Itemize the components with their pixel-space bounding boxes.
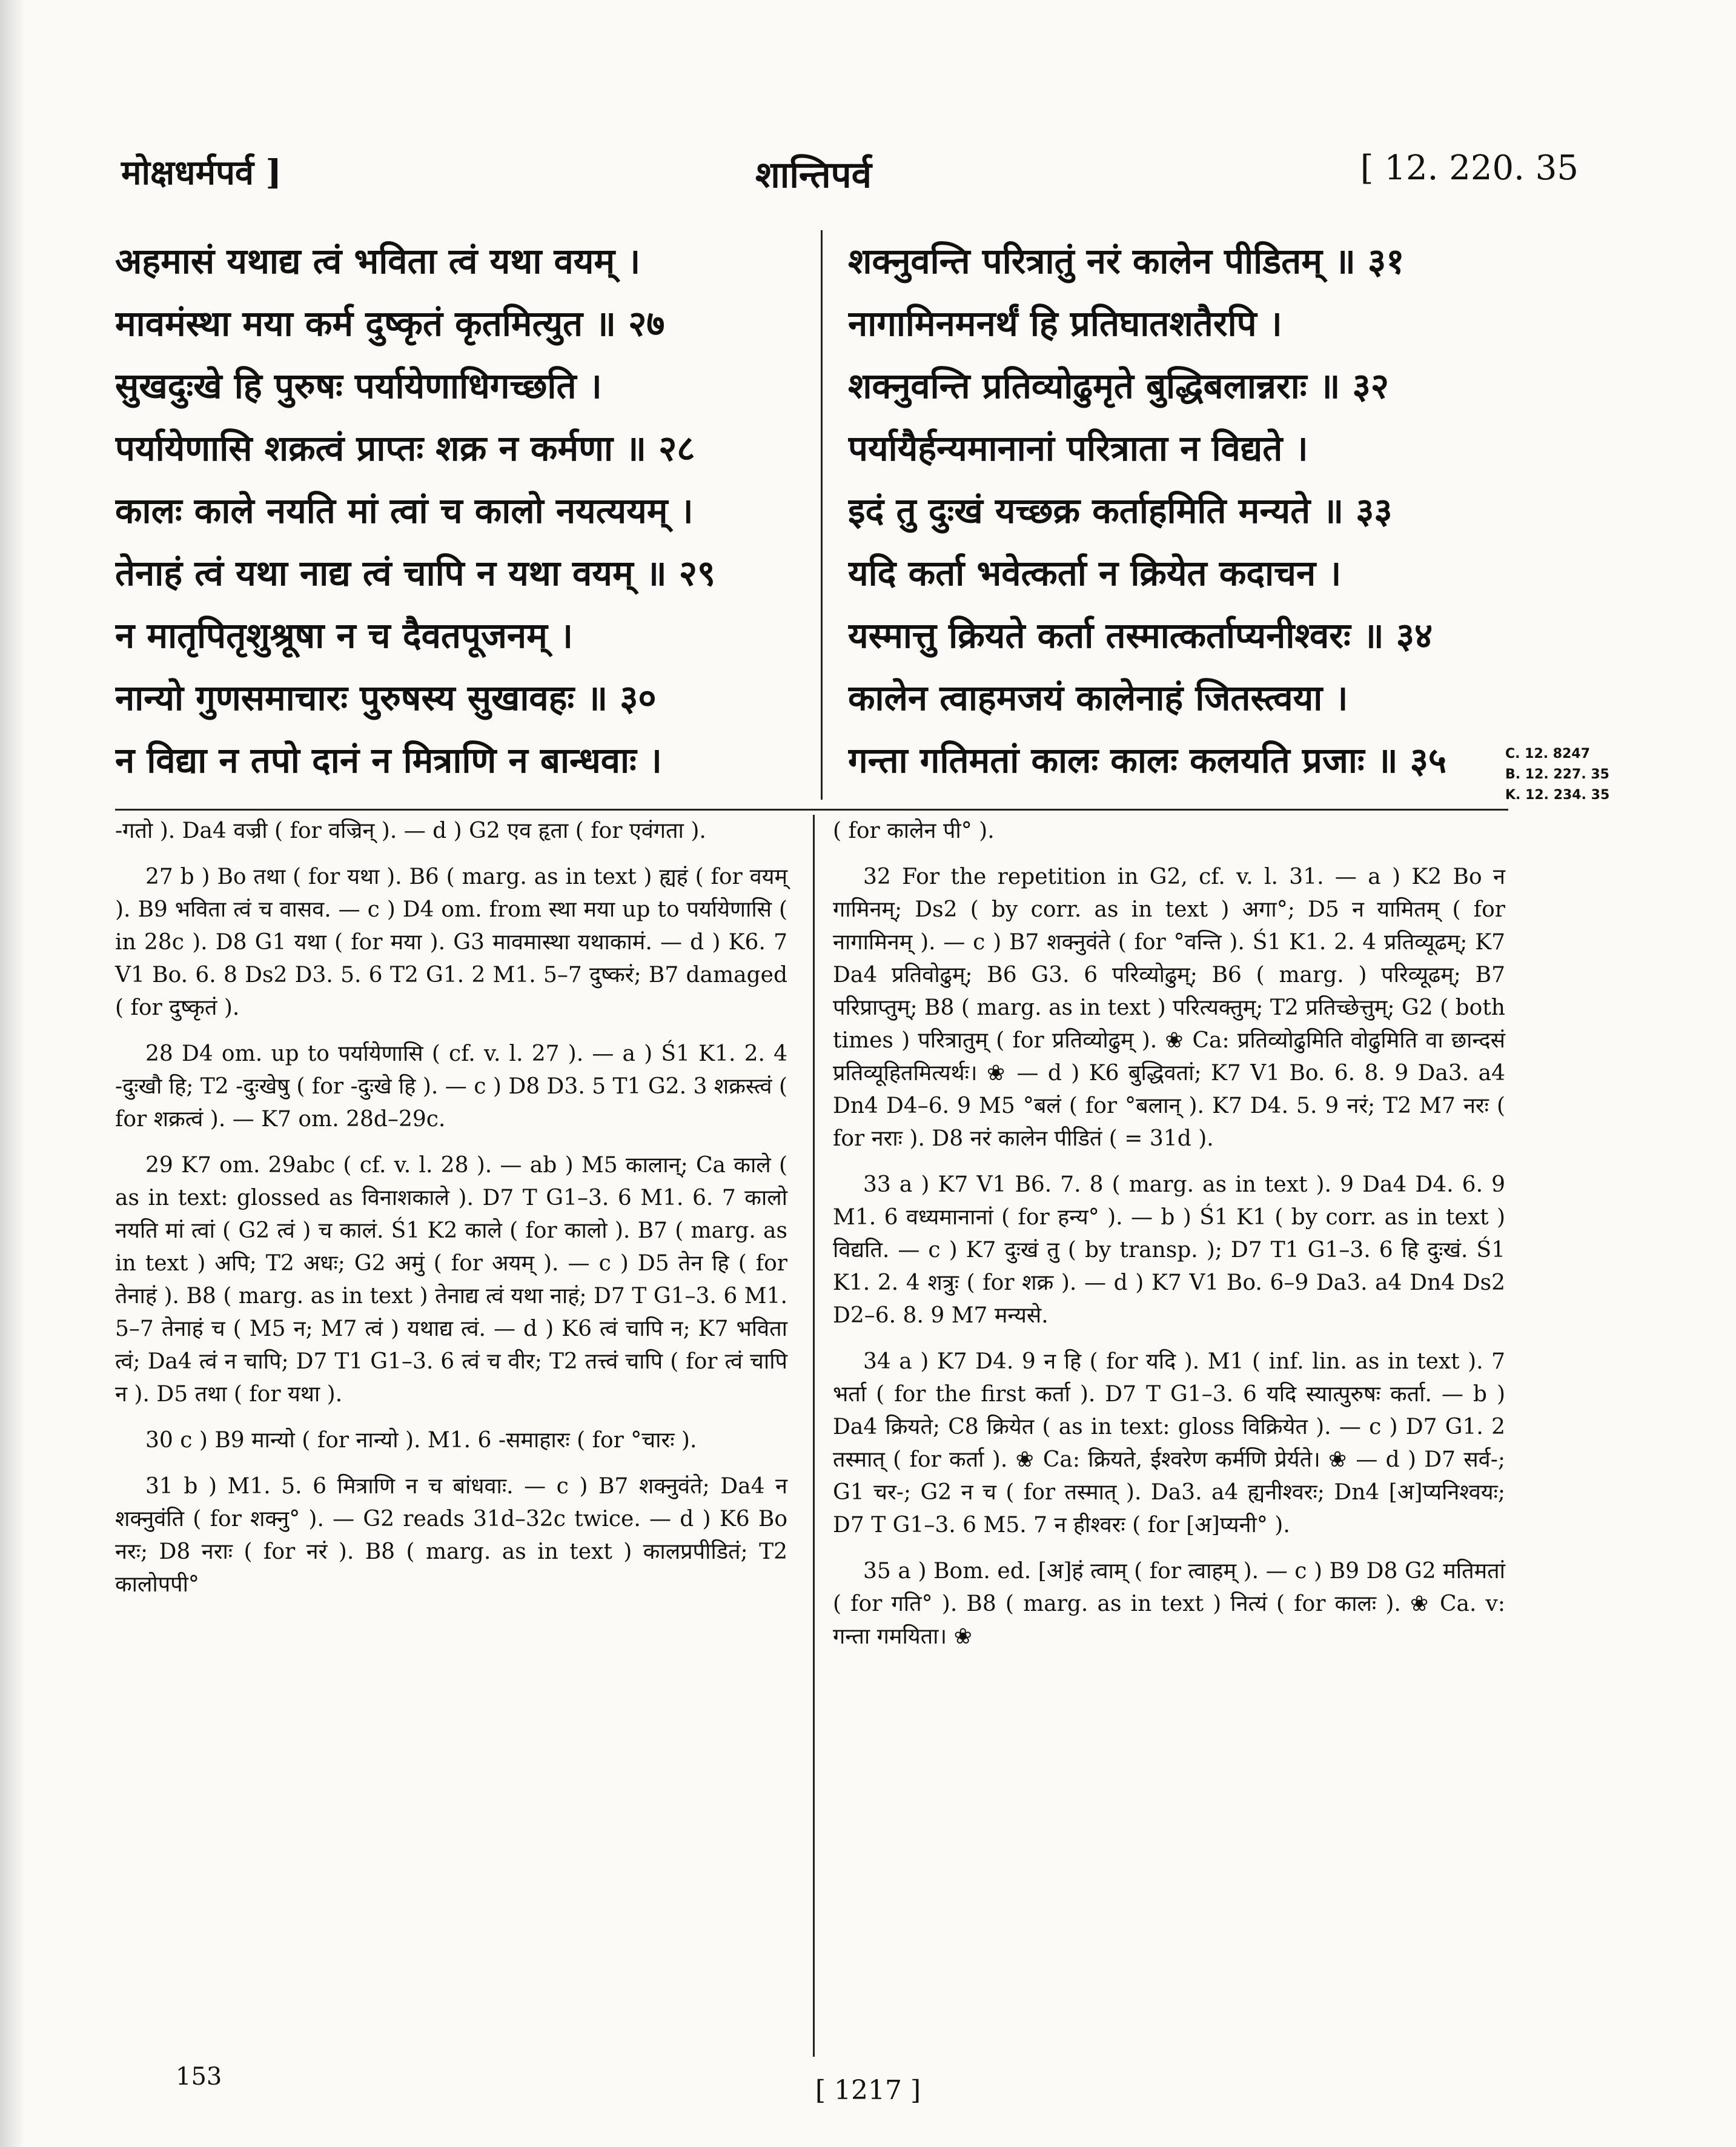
margin-ref-calcutta: C. 12. 8247 [1505,746,1591,762]
header-section-name: मोक्षधर्मपर्व ] [121,153,282,193]
verse-line: इदं तु दुःखं यच्छक्र कर्ताहमिति मन्यते ॥ ३३ [848,490,1393,531]
verse-block [115,230,1557,806]
verse-column-divider [821,230,823,800]
page-header [121,148,1579,203]
header-verse-ref: [ 12. 220. 35 [1360,148,1579,188]
note-paragraph: 29 K7 om. 29abc ( cf. v. l. 28 ). — ab ) M5 कालान्; Ca काले ( as in text: glossed as विनाशकाले ). D7 T G1–3. 6 M1. 6. 7 कालो नयति मां त्वां ( G2 त्वं ) च कालं. Ś1 K2 काले ( for कालो ). B7 ( marg. as in text ) अपि; T2 अधः; G2 अमुं ( for अयम् ). — c ) D5 तेन हि ( for तेनाहं ). B8 ( marg. as in text ) तेनाद्य त्वं यथा नाहं; D7 T G1–3. 6 M1. 5–7 तेनाहं च ( M5 न; M7 त्वं ) यथाद्य त्वं. — d ) K6 त्वं चापि न; K7 भविता त्वं; Da4 त्वं न चापि; D7 T1 G1–3. 6 त्वं च वीर; T2 तत्त्वं चापि ( for त्वं चापि न ). D5 तथा ( for यथा ). [115,1153,787,1407]
note-paragraph: ( for कालेन पी° ). [833,818,995,843]
text-apparatus-rule [115,809,1508,811]
notes-column-left [115,815,787,1614]
note-paragraph: 28 D4 om. up to पर्यायेणासि ( cf. v. l. 27 ). — a ) Ś1 K1. 2. 4 -दुःखौ हि; T2 -दुःखेषु ( for -दुःखे हि ). — c ) D8 D3. 5 T1 G2. 3 शक्रस्त्वं ( for शक्रत्वं ). — K7 om. 28d–29c. [115,1041,787,1132]
overall-page-number: [ 1217 ] [815,2075,921,2106]
margin-ref-bombay: B. 12. 227. 35 [1505,767,1609,782]
note-paragraph: 34 a ) K7 D4. 9 न हि ( for यदि ). M1 ( inf. lin. as in text ). 7 भर्ता ( for the first कर्ता ). D7 T G1–3. 6 यदि स्यात्पुरुषः कर्ता. — b ) Da4 क्रियते; C8 क्रियेत ( as in text: gloss विक्रियेत ). — c ) D7 G1. 2 तस्मात् ( for कर्ता ). ❀ Ca: क्रियते, ईश्वरेण कर्मणि प्रेर्यते। ❀ — d ) D7 सर्व-; G1 चर-; G2 न च ( for तस्मात् ). Da3. a4 ह्यनीश्वरः; Dn4 [अ]प्यनिश्वयः; D7 T G1–3. 6 M5. 7 न हीश्वरः ( for [अ]प्यनी° ). [833,1349,1505,1538]
notes-column-divider [813,815,815,2057]
verse-line: नागामिनमनर्थं हि प्रतिघातशतैरपि । [848,303,1282,344]
verse-line: अहमासं यथाद्य त्वं भविता त्वं यथा वयम् । [115,241,641,282]
margin-references [1505,744,1626,806]
verse-line: पर्यायैर्हन्यमानानां परित्राता न विद्यते । [848,428,1308,469]
verse-column-right [848,230,1557,792]
verse-line: कालः काले नयति मां त्वां च कालो नयत्ययम् । [115,490,694,531]
page-number: 153 [176,2063,222,2091]
verse-column-left [115,230,824,792]
notes-column-right [833,815,1505,1667]
verse-line: नान्यो गुणसमाचारः पुरुषस्य सुखावहः ॥ ३० [115,677,657,718]
verse-line: यदि कर्ता भवेत्कर्ता न क्रियेत कदाचन । [848,553,1342,594]
verse-line: मावमंस्था मया कर्म दुष्कृतं कृतमित्युत ॥ २७ [115,303,665,344]
verse-line: सुखदुःखे हि पुरुषः पर्यायेणाधिगच्छति । [115,365,602,407]
verse-line: तेनाहं त्वं यथा नाद्य त्वं चापि न यथा वयम् ॥ २९ [115,553,716,594]
note-paragraph: 32 For the repetition in G2, cf. v. l. 31. — a ) K2 Bo न गामिनम्; Ds2 ( by corr. as in text ) अगा°; D5 न यामितम् ( for नागामिनम् ). — c ) B7 शक्नुवंते ( for °वन्ति ). Ś1 K1. 2. 4 प्रतिव्यूढम्; K7 Da4 प्रतिवोढुम्; B6 G3. 6 परिव्योढुम्; B6 ( marg. ) परिव्यूढम्; B7 परिप्राप्तुम्; B8 ( marg. as in text ) परित्यक्तुम्; T2 प्रतिच्छेत्तुम्; G2 ( both times ) परित्रातुम् ( for प्रतिव्योढुम् ). ❀ Ca: प्रतिव्योढुमिति वोढुमिति वा छान्दसं प्रतिव्यूहितमित्यर्थः। ❀ — d ) K6 बुद्धिवतां; K7 V1 Bo. 6. 8. 9 Da3. a4 Dn4 D4–6. 9 M5 °बलं ( for °बलान् ). K7 D4. 5. 9 नरं; T2 M7 नरः ( for नराः ). D8 नरं कालेन पीडितं ( = 31d ). [833,864,1505,1151]
scan-edge-shadow [0,0,24,2147]
verse-line: गन्ता गतिमतां कालः कालः कलयति प्रजाः ॥ ३५ [848,740,1447,781]
note-paragraph: 35 a ) Bom. ed. [अ]हं त्वाम् ( for त्वाहम् ). — c ) B9 D8 G2 मतिमतां ( for गति° ). B8 ( marg. as in text ) नित्यं ( for कालः ). ❀ Ca. v: गन्ता गमयिता। ❀ [833,1559,1505,1649]
verse-line: शक्नुवन्ति प्रतिव्योढुमृते बुद्धिबलान्नराः ॥ ३२ [848,365,1389,407]
verse-line: पर्यायेणासि शक्रत्वं प्राप्तः शक्र न कर्मणा ॥ २८ [115,428,695,469]
verse-line: न विद्या न तपो दानं न मित्राणि न बान्धवाः । [115,740,662,781]
note-paragraph: 33 a ) K7 V1 B6. 7. 8 ( marg. as in text ). 9 Da4 D4. 6. 9 M1. 6 वध्यमानानां ( for हन्य° ). — b ) Ś1 K1 ( by corr. as in text ) विद्यति. — c ) K7 दुःखं तु ( by transp. ); D7 T1 G1–3. 6 हि दुःखं. Ś1 K1. 2. 4 शत्रुः ( for शक्र ). — d ) K7 V1 Bo. 6–9 Da3. a4 Dn4 Ds2 D2–6. 8. 9 M7 मन्यसे. [833,1172,1505,1328]
note-paragraph: 30 c ) B9 मान्यो ( for नान्यो ). M1. 6 -समाहारः ( for °चारः ). [145,1428,697,1453]
note-paragraph: -गतो ). Da4 वज्री ( for वज्रिन् ). — d ) G2 एव हृता ( for एवंगता ). [115,818,706,843]
note-paragraph: 31 b ) M1. 5. 6 मित्राणि न च बांधवाः. — c ) B7 शक्नुवंते; Da4 न शक्नुवंति ( for शक्नु° ). — G2 reads 31d–32c twice. — d ) K6 Bo नरः; D8 नराः ( for नरं ). B8 ( marg. as in text ) कालप्रपीडितं; T2 कालोपपी° [115,1474,787,1597]
margin-ref-kumbakonam: K. 12. 234. 35 [1505,788,1610,803]
verse-line: कालेन त्वाहमजयं कालेनाहं जितस्त्वया । [848,677,1348,718]
note-paragraph: 27 b ) Bo तथा ( for यथा ). B6 ( marg. as in text ) ह्यहं ( for वयम् ). B9 भविता त्वं च वासव. — c ) D4 om. from स्था मया up to पर्यायेणासि ( in 28c ). D8 G1 यथा ( for मया ). G3 मावमास्था यथाकामं. — d ) K6. 7 V1 Bo. 6. 8 Ds2 D3. 5. 6 T2 G1. 2 M1. 5–7 दुष्करं; B7 damaged ( for दुष्कृतं ). [115,864,787,1020]
verse-line: शक्नुवन्ति परित्रातुं नरं कालेन पीडितम् ॥ ३१ [848,241,1405,282]
verse-line: यस्मात्तु क्रियते कर्ता तस्मात्कर्ताप्यनीश्वरः ॥ ३४ [848,615,1433,656]
critical-apparatus [115,815,1505,2057]
verse-line: न मातृपितृशुश्रूषा न च दैवतपूजनम् । [115,615,573,656]
header-title: शान्तिपर्व [755,154,872,196]
